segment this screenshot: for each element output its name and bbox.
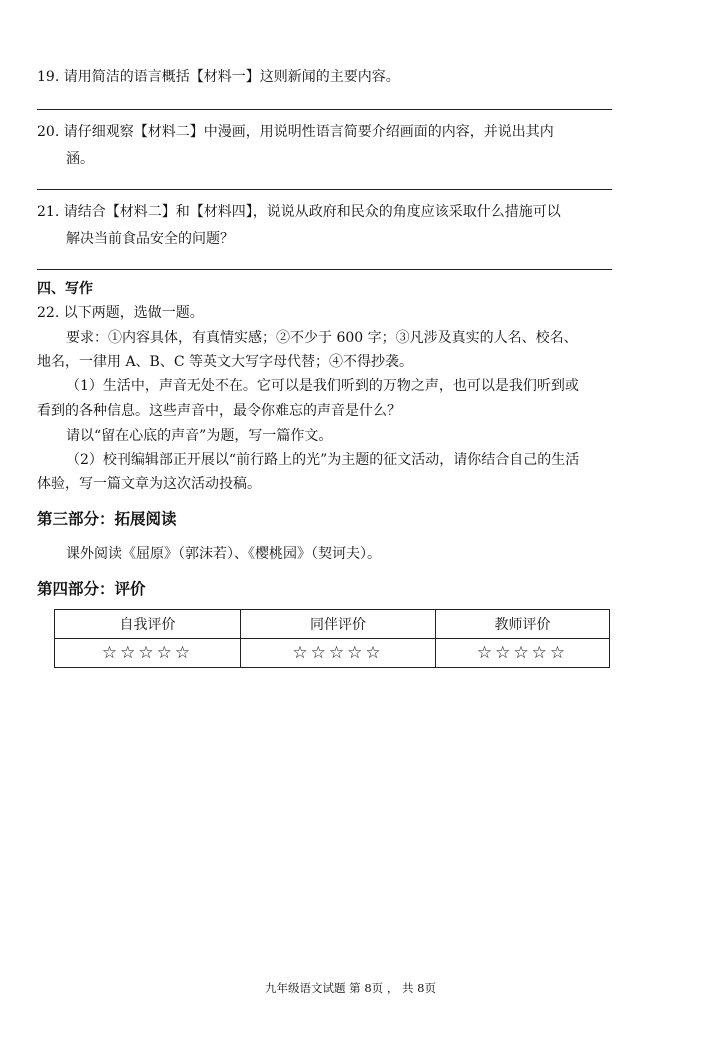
page-footer: 九年级语文试题 第 8页 ， 共 8页 — [265, 981, 436, 995]
option-2-line1: （2）校刊编辑部正开展以“前行路上的光”为主题的征文活动，请你结合自己的生活 — [66, 452, 580, 468]
header-teacher-eval: 教师评价 — [436, 610, 610, 639]
requirements-line2: 地名，一律用 A、B、C 等英文大写字母代替；④不得抄袭。 — [37, 354, 414, 370]
evaluation-table — [54, 609, 610, 668]
question-19: 19. 请用简洁的语言概括【材料一】这则新闻的主要内容。 — [37, 69, 400, 85]
option-2-line2: 体验，写一篇文章为这次活动投稿。 — [37, 476, 261, 492]
self-eval-stars: ☆☆☆☆☆ — [55, 639, 241, 668]
evaluation-stars-row — [55, 639, 610, 668]
header-self-eval: 自我评价 — [55, 610, 241, 639]
question-20-line2: 涵。 — [66, 151, 94, 167]
part3-heading: 第三部分：拓展阅读 — [37, 510, 177, 528]
question-20-line1: 20. 请仔细观察【材料二】中漫画，用说明性语言简要介绍画面的内容，并说出其内 — [37, 124, 554, 140]
option-1-line2: 看到的各种信息。这些声音中，最令你难忘的声音是什么？ — [37, 403, 401, 419]
peer-eval-stars: ☆☆☆☆☆ — [241, 639, 436, 668]
requirements-line1: 要求：①内容具体，有真情实感；②不少于 600 字；③凡涉及真实的人名、校名、 — [66, 330, 578, 346]
option-1-line1: （1）生活中，声音无处不在。它可以是我们听到的万物之声，也可以是我们听到或 — [66, 378, 579, 394]
option-1-line3: 请以“留在心底的声音”为题，写一篇作文。 — [66, 428, 333, 444]
question-21-line1: 21. 请结合【材料二】和【材料四】，说说从政府和民众的角度应该采取什么措施可以 — [37, 204, 561, 220]
part3-text: 课外阅读《屈原》（郭沫若）、《樱桃园》（契诃夫）。 — [66, 546, 381, 562]
answer-line — [37, 109, 612, 110]
teacher-eval-stars: ☆☆☆☆☆ — [436, 639, 610, 668]
answer-line — [37, 269, 612, 270]
part4-heading: 第四部分：评价 — [37, 580, 146, 598]
writing-heading: 四、写作 — [37, 281, 93, 297]
evaluation-header-row — [55, 610, 610, 639]
question-21-line2: 解决当前食品安全的问题？ — [66, 231, 234, 247]
question-22: 22. 以下两题，选做一题。 — [37, 305, 204, 321]
answer-line — [37, 189, 612, 190]
header-peer-eval: 同伴评价 — [241, 610, 436, 639]
